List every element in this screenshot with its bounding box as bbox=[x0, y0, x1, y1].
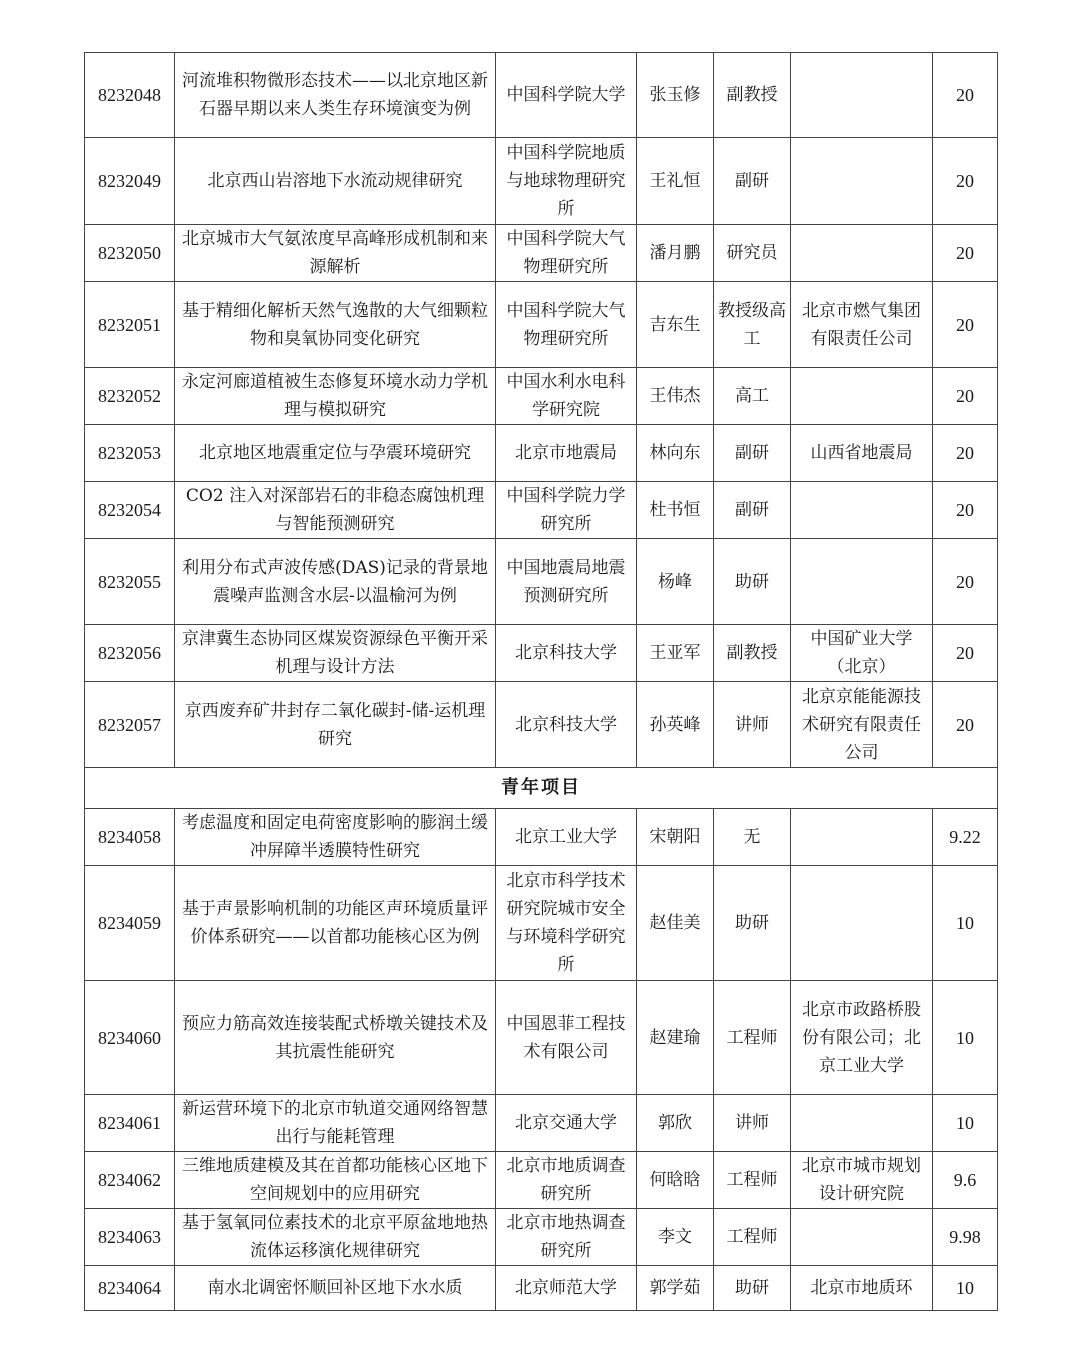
project-code: 8234058 bbox=[85, 809, 175, 866]
project-table bbox=[84, 52, 998, 1311]
project-title: 利用分布式声波传感(DAS)记录的背景地震噪声监测含水层-以温榆河为例 bbox=[175, 539, 496, 625]
table-row bbox=[85, 368, 998, 425]
table-row bbox=[85, 539, 998, 625]
project-leader: 孙英峰 bbox=[637, 682, 714, 768]
institution-name: 中国科学院大气物理研究所 bbox=[496, 225, 637, 282]
project-title: 北京城市大气氨浓度早高峰形成机制和来源解析 bbox=[175, 225, 496, 282]
institution-name: 北京市地质调查研究所 bbox=[496, 1152, 637, 1209]
leader-title: 工程师 bbox=[714, 1152, 791, 1209]
institution-name: 北京科技大学 bbox=[496, 682, 637, 768]
project-code: 8232055 bbox=[85, 539, 175, 625]
partner-institution bbox=[791, 482, 933, 539]
project-code: 8234064 bbox=[85, 1266, 175, 1311]
table-row bbox=[85, 1095, 998, 1152]
project-title: 基于精细化解析天然气逸散的大气细颗粒物和臭氧协同变化研究 bbox=[175, 282, 496, 368]
partner-institution bbox=[791, 866, 933, 981]
project-code: 8234060 bbox=[85, 981, 175, 1095]
funding-amount: 9.22 bbox=[933, 809, 998, 866]
section-header-row bbox=[85, 768, 998, 809]
project-code: 8234063 bbox=[85, 1209, 175, 1266]
project-title: 京西废弃矿井封存二氧化碳封-储-运机理研究 bbox=[175, 682, 496, 768]
institution-name: 中国科学院大学 bbox=[496, 53, 637, 138]
project-leader: 赵佳美 bbox=[637, 866, 714, 981]
funding-amount: 20 bbox=[933, 368, 998, 425]
table-row bbox=[85, 1152, 998, 1209]
table-row bbox=[85, 1209, 998, 1266]
funding-amount: 20 bbox=[933, 482, 998, 539]
table-row bbox=[85, 138, 998, 225]
partner-institution bbox=[791, 539, 933, 625]
project-leader: 潘月鹏 bbox=[637, 225, 714, 282]
leader-title: 副教授 bbox=[714, 53, 791, 138]
table-row bbox=[85, 53, 998, 138]
project-leader: 王亚军 bbox=[637, 625, 714, 682]
project-leader: 赵建瑜 bbox=[637, 981, 714, 1095]
institution-name: 中国科学院大气物理研究所 bbox=[496, 282, 637, 368]
project-code: 8232049 bbox=[85, 138, 175, 225]
funding-amount: 20 bbox=[933, 682, 998, 768]
institution-name: 中国水利水电科学研究院 bbox=[496, 368, 637, 425]
funding-amount: 20 bbox=[933, 225, 998, 282]
table-row bbox=[85, 1266, 998, 1311]
project-code: 8234062 bbox=[85, 1152, 175, 1209]
table-row bbox=[85, 482, 998, 539]
project-leader: 何晗晗 bbox=[637, 1152, 714, 1209]
project-title: 京津冀生态协同区煤炭资源绿色平衡开采机理与设计方法 bbox=[175, 625, 496, 682]
partner-institution: 北京市城市规划设计研究院 bbox=[791, 1152, 933, 1209]
leader-title: 副研 bbox=[714, 482, 791, 539]
institution-name: 中国地震局地震预测研究所 bbox=[496, 539, 637, 625]
funding-amount: 10 bbox=[933, 866, 998, 981]
institution-name: 北京交通大学 bbox=[496, 1095, 637, 1152]
project-title: 南水北调密怀顺回补区地下水水质 bbox=[175, 1266, 496, 1311]
partner-institution: 山西省地震局 bbox=[791, 425, 933, 482]
table-row bbox=[85, 981, 998, 1095]
project-title: 基于氢氧同位素技术的北京平原盆地地热流体运移演化规律研究 bbox=[175, 1209, 496, 1266]
funding-amount: 20 bbox=[933, 138, 998, 225]
institution-name: 中国恩菲工程技术有限公司 bbox=[496, 981, 637, 1095]
leader-title: 高工 bbox=[714, 368, 791, 425]
institution-name: 中国科学院力学研究所 bbox=[496, 482, 637, 539]
institution-name: 北京科技大学 bbox=[496, 625, 637, 682]
project-leader: 郭欣 bbox=[637, 1095, 714, 1152]
project-code: 8232053 bbox=[85, 425, 175, 482]
leader-title: 无 bbox=[714, 809, 791, 866]
project-code: 8232051 bbox=[85, 282, 175, 368]
leader-title: 讲师 bbox=[714, 1095, 791, 1152]
section-header-body bbox=[85, 768, 998, 809]
youth-projects-body bbox=[85, 809, 998, 1311]
project-title: 三维地质建模及其在首都功能核心区地下空间规划中的应用研究 bbox=[175, 1152, 496, 1209]
funding-amount: 9.98 bbox=[933, 1209, 998, 1266]
table-row bbox=[85, 282, 998, 368]
project-title: 基于声景影响机制的功能区声环境质量评价体系研究——以首都功能核心区为例 bbox=[175, 866, 496, 981]
project-leader: 宋朝阳 bbox=[637, 809, 714, 866]
table-row bbox=[85, 866, 998, 981]
project-leader: 杨峰 bbox=[637, 539, 714, 625]
institution-name: 北京工业大学 bbox=[496, 809, 637, 866]
project-leader: 吉东生 bbox=[637, 282, 714, 368]
project-title: 北京西山岩溶地下水流动规律研究 bbox=[175, 138, 496, 225]
leader-title: 教授级高工 bbox=[714, 282, 791, 368]
project-title: 永定河廊道植被生态修复环境水动力学机理与模拟研究 bbox=[175, 368, 496, 425]
project-leader: 王礼恒 bbox=[637, 138, 714, 225]
institution-name: 北京市地热调查研究所 bbox=[496, 1209, 637, 1266]
leader-title: 研究员 bbox=[714, 225, 791, 282]
leader-title: 工程师 bbox=[714, 1209, 791, 1266]
institution-name: 北京市地震局 bbox=[496, 425, 637, 482]
project-leader: 张玉修 bbox=[637, 53, 714, 138]
project-code: 8232048 bbox=[85, 53, 175, 138]
funding-amount: 10 bbox=[933, 981, 998, 1095]
project-title: 预应力筋高效连接装配式桥墩关键技术及其抗震性能研究 bbox=[175, 981, 496, 1095]
institution-name: 北京市科学技术研究院城市安全与环境科学研究所 bbox=[496, 866, 637, 981]
funding-amount: 9.6 bbox=[933, 1152, 998, 1209]
funding-amount: 20 bbox=[933, 425, 998, 482]
project-leader: 郭学茹 bbox=[637, 1266, 714, 1311]
project-code: 8232052 bbox=[85, 368, 175, 425]
table-row bbox=[85, 625, 998, 682]
partner-institution: 北京市地质环 bbox=[791, 1266, 933, 1311]
partner-institution: 北京京能能源技术研究有限责任公司 bbox=[791, 682, 933, 768]
project-leader: 李文 bbox=[637, 1209, 714, 1266]
leader-title: 副研 bbox=[714, 425, 791, 482]
project-code: 8232054 bbox=[85, 482, 175, 539]
project-leader: 杜书恒 bbox=[637, 482, 714, 539]
funding-amount: 20 bbox=[933, 625, 998, 682]
project-code: 8232050 bbox=[85, 225, 175, 282]
partner-institution bbox=[791, 1209, 933, 1266]
project-title: 北京地区地震重定位与孕震环境研究 bbox=[175, 425, 496, 482]
leader-title: 讲师 bbox=[714, 682, 791, 768]
partner-institution bbox=[791, 138, 933, 225]
partner-institution bbox=[791, 53, 933, 138]
section-title: 青年项目 bbox=[85, 768, 998, 809]
funding-amount: 20 bbox=[933, 539, 998, 625]
table-row bbox=[85, 425, 998, 482]
leader-title: 助研 bbox=[714, 866, 791, 981]
funding-amount: 20 bbox=[933, 53, 998, 138]
project-code: 8234061 bbox=[85, 1095, 175, 1152]
funding-amount: 10 bbox=[933, 1266, 998, 1311]
leader-title: 副教授 bbox=[714, 625, 791, 682]
leader-title: 助研 bbox=[714, 1266, 791, 1311]
project-code: 8234059 bbox=[85, 866, 175, 981]
funding-amount: 20 bbox=[933, 282, 998, 368]
funding-amount: 10 bbox=[933, 1095, 998, 1152]
project-title: 新运营环境下的北京市轨道交通网络智慧出行与能耗管理 bbox=[175, 1095, 496, 1152]
partner-institution: 北京市政路桥股份有限公司；北京工业大学 bbox=[791, 981, 933, 1095]
leader-title: 副研 bbox=[714, 138, 791, 225]
leader-title: 助研 bbox=[714, 539, 791, 625]
partner-institution bbox=[791, 809, 933, 866]
project-title: 河流堆积物微形态技术——以北京地区新石器早期以来人类生存环境演变为例 bbox=[175, 53, 496, 138]
table-row bbox=[85, 809, 998, 866]
institution-name: 中国科学院地质与地球物理研究所 bbox=[496, 138, 637, 225]
partner-institution bbox=[791, 368, 933, 425]
partner-institution: 北京市燃气集团有限责任公司 bbox=[791, 282, 933, 368]
leader-title: 工程师 bbox=[714, 981, 791, 1095]
project-title: CO2 注入对深部岩石的非稳态腐蚀机理与智能预测研究 bbox=[175, 482, 496, 539]
project-code: 8232056 bbox=[85, 625, 175, 682]
table-row bbox=[85, 682, 998, 768]
table-row bbox=[85, 225, 998, 282]
project-leader: 王伟杰 bbox=[637, 368, 714, 425]
project-title: 考虑温度和固定电荷密度影响的膨润土缓冲屏障半透膜特性研究 bbox=[175, 809, 496, 866]
general-projects-body bbox=[85, 53, 998, 768]
partner-institution bbox=[791, 1095, 933, 1152]
institution-name: 北京师范大学 bbox=[496, 1266, 637, 1311]
project-leader: 林向东 bbox=[637, 425, 714, 482]
partner-institution bbox=[791, 225, 933, 282]
project-code: 8232057 bbox=[85, 682, 175, 768]
partner-institution: 中国矿业大学（北京） bbox=[791, 625, 933, 682]
